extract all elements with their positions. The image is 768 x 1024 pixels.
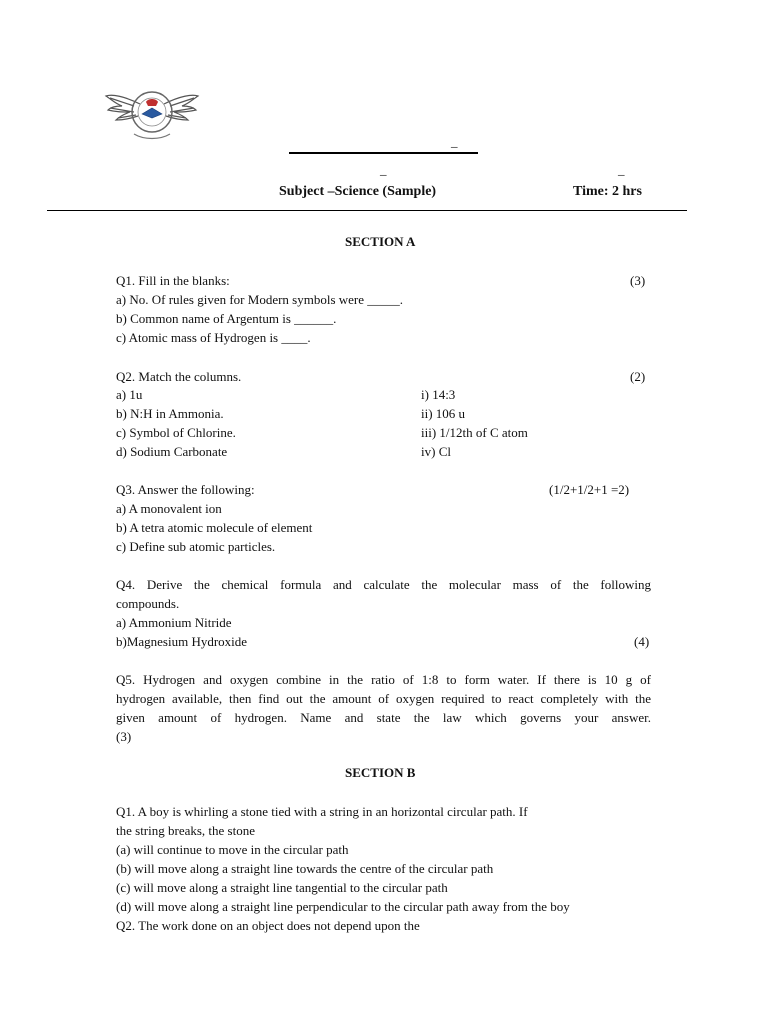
header-blank-mark-3: _: [618, 162, 625, 177]
qa5-line-3: given amount of hydrogen. Name and state the law which governs your answer.: [116, 710, 651, 725]
qa1-marks: (3): [630, 273, 646, 288]
qb1-option-c: (c) will move along a straight line tangential to the circular path: [116, 880, 448, 895]
qa2-right-a: i) 14:3: [421, 387, 456, 402]
qa1-label: Q1. Fill in the blanks:: [116, 273, 230, 288]
qa3-item-b: b) A tetra atomic molecule of element: [116, 520, 313, 535]
qa4-item-a: a) Ammonium Nitride: [116, 615, 232, 630]
qa1-item-b: b) Common name of Argentum is ______.: [116, 311, 337, 326]
section-b-title: SECTION B: [345, 765, 416, 780]
qb1-option-b: (b) will move along a straight line towards the centre of the circular path: [116, 861, 494, 876]
header-divider: [47, 210, 687, 211]
qa4-item-b: b)Magnesium Hydroxide: [116, 634, 248, 649]
qa5-line-1: Q5. Hydrogen and oxygen combine in the ratio of 1:8 to form water. If there is 10 g of: [116, 672, 651, 687]
qb1-option-d: (d) will move along a straight line perpendicular to the circular path away from the boy: [116, 899, 570, 914]
qa2-left-c: c) Symbol of Chlorine.: [116, 425, 236, 440]
school-logo: [104, 82, 200, 152]
qa2-label: Q2. Match the columns.: [116, 369, 242, 384]
qb1-line-2: the string breaks, the stone: [116, 823, 255, 838]
qa5-line-2: hydrogen available, then find out the amount of oxygen required to react completely with the: [116, 691, 651, 706]
qa3-label: Q3. Answer the following:: [116, 482, 255, 497]
qa3-marks: (1/2+1/2+1 =2): [549, 482, 630, 497]
qb2-line-1: Q2. The work done on an object does not depend upon the: [116, 918, 420, 933]
qa2-left-d: d) Sodium Carbonate: [116, 444, 228, 459]
qa2-left-a: a) 1u: [116, 387, 143, 402]
qa2-left-b: b) N:H in Ammonia.: [116, 406, 224, 421]
qa3-item-c: c) Define sub atomic particles.: [116, 539, 276, 554]
header-blank-mark-1: _: [451, 134, 458, 149]
subject-title: Subject –Science (Sample): [279, 184, 437, 199]
qa2-right-b: ii) 106 u: [421, 406, 466, 421]
header-blank-mark-2: _: [380, 162, 387, 177]
qa2-right-c: iii) 1/12th of C atom: [421, 425, 528, 440]
exam-time: Time: 2 hrs: [573, 184, 642, 199]
qa4-marks: (4): [634, 634, 650, 649]
qa3-item-a: a) A monovalent ion: [116, 501, 222, 516]
qb1-line-1: Q1. A boy is whirling a stone tied with a string in an horizontal circular path. If: [116, 804, 528, 819]
header-underline: [289, 152, 478, 154]
qa4-line-1: Q4. Derive the chemical formula and calculate the molecular mass of the following: [116, 577, 651, 592]
section-a-title: SECTION A: [345, 234, 416, 249]
qa2-right-d: iv) Cl: [421, 444, 451, 459]
qa5-marks: (3): [116, 729, 132, 744]
qb1-option-a: (a) will continue to move in the circular path: [116, 842, 349, 857]
qa2-marks: (2): [630, 369, 646, 384]
qa1-item-c: c) Atomic mass of Hydrogen is ____.: [116, 330, 311, 345]
qa4-line-2: compounds.: [116, 596, 180, 611]
qa1-item-a: a) No. Of rules given for Modern symbols were _____.: [116, 292, 404, 307]
